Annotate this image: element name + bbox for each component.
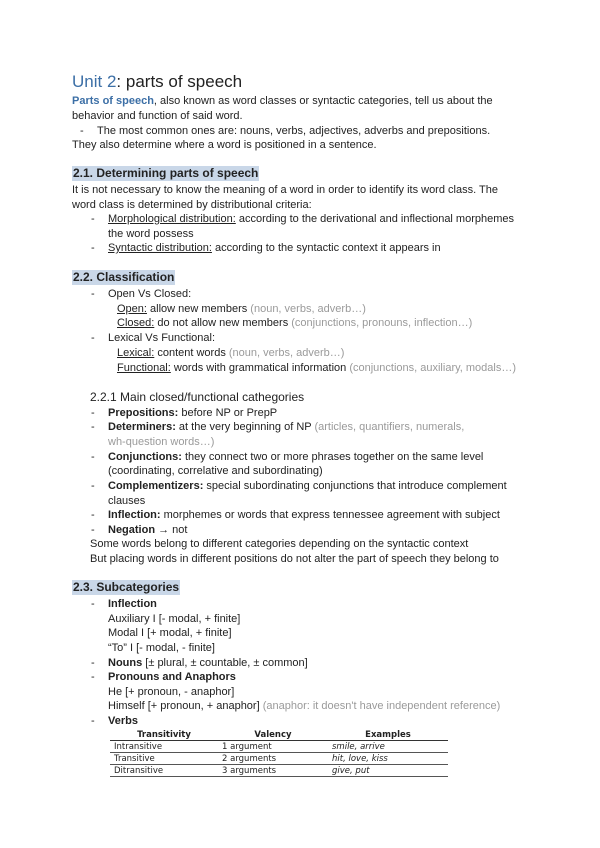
nouns-text: [± plural, ± countable, ± common] [142,657,308,669]
table-cell: 2 arguments [218,753,328,765]
he-line: He [+ pronoun, - anaphor] [108,686,235,698]
negation-item [108,523,187,537]
table-header: Valency [218,729,328,741]
nouns-item [108,656,308,670]
inflection-term: Inflection: [108,509,161,521]
table-header: Examples [328,729,448,741]
open-term: Open: [117,303,147,315]
intro-bullet: The most common ones are: nouns, verbs, adjectives, adverbs and prepositions. [97,125,491,137]
pronouns-anaphors: Pronouns and Anaphors [108,671,236,683]
bullet-dash: - [91,671,95,683]
bullet-dash: - [91,657,95,669]
determiners-term: Determiners: [108,421,176,433]
bullet-dash: - [91,598,95,610]
morphological-text: according to the derivational and inflectional morphemes [235,213,515,225]
determiners-examples-cont: wh-question words…) [108,436,215,448]
determiners-text: at the very beginning of NP [175,421,315,433]
lexical-examples: (noun, verbs, adverb…) [228,347,345,359]
open-item [117,302,366,316]
negation-text: → not [155,524,188,536]
closed-term: Closed: [117,317,155,329]
note-line-2: But placing words in different positions do not alter the part of speech they belong to [90,553,499,565]
intro-line-1-text: , also known as word classes or syntactic categories, tell us about the [153,95,493,107]
inflection-item [108,508,500,522]
bullet-dash: - [91,242,95,254]
bullet-dash: - [91,451,95,463]
s21-paragraph-2: word class is determined by distributional criteria: [72,199,312,211]
verbs-table [110,729,448,777]
complementizers-item [108,479,507,493]
bullet-dash: - [91,715,95,727]
intro-line-1 [72,94,493,108]
morphological-term: Morphological distribution: [108,213,236,225]
verbs-item: Verbs [108,715,138,727]
bullet-dash: - [91,407,95,419]
closed-text: do not allow new members [154,317,292,329]
bullet-dash: - [91,421,95,433]
lexical-vs-functional: Lexical Vs Functional: [108,332,215,344]
bullet-dash: - [91,332,95,344]
determiners-examples: (articles, quantifiers, numerals, [314,421,465,433]
lexical-text: content words [154,347,229,359]
note-line-1: Some words belong to different categories depending on the syntactic context [90,538,469,550]
to-line: “To” I [- modal, - finite] [108,642,215,654]
functional-text: words with grammatical information [170,362,350,374]
table-cell: Intransitive [110,741,218,753]
open-text: allow new members [146,303,251,315]
modal-line: Modal I [+ modal, + finite] [108,627,232,639]
auxiliary-line: Auxiliary I [- modal, + finite] [108,613,241,625]
closed-examples: (conjunctions, pronouns, inflection…) [291,317,473,329]
table-cell: 3 arguments [218,765,328,777]
bullet-dash: - [91,524,95,536]
table-cell: give, put [328,765,448,777]
lexical-item [117,346,344,360]
s21-bullet-morphological [108,212,514,226]
table-cell: smile, arrive [328,741,448,753]
intro-line-4: They also determine where a word is positioned in a sentence. [72,139,377,151]
table-row [110,753,448,765]
complementizers-term: Complementizers: [108,480,204,492]
functional-term: Functional: [117,362,171,374]
bullet-dash: - [80,125,84,137]
subsection-heading-2-2-1: 2.2.1 Main closed/functional cathegories [90,390,305,404]
inflection-subcat: Inflection [108,598,157,610]
table-cell: hit, love, kiss [328,753,448,765]
functional-examples: (conjunctions, auxiliary, modals…) [349,362,517,374]
himself-note: (anaphor: it doesn't have independent reference) [262,700,501,712]
himself-text: Himself [+ pronoun, + anaphor] [108,700,263,712]
inflection-text: morphemes or words that express tennessee agreement with subject [160,509,500,521]
himself-line [108,699,500,713]
syntactic-text: according to the syntactic context it appears in [211,242,441,254]
s21-bullet-syntactic [108,241,441,255]
bullet-dash: - [91,480,95,492]
table-row [110,765,448,777]
title-rest: : parts of speech [116,72,243,91]
title-unit: Unit 2 [72,72,117,91]
s21-bullet-morphological-cont: the word possess [108,228,194,240]
functional-item [117,361,516,375]
table-cell: 1 argument [218,741,328,753]
open-examples: (noun, verbs, adverb…) [250,303,366,315]
conjunctions-cont: (coordinating, correlative and subordinating) [108,465,323,477]
syntactic-term: Syntactic distribution: [108,242,212,254]
s21-paragraph-1: It is not necessary to know the meaning of a word in order to identify its word class. The [72,184,498,196]
table-cell: Transitive [110,753,218,765]
bullet-dash: - [91,213,95,225]
prepositions-text: before NP or PrepP [178,407,278,419]
table-header-row [110,729,448,741]
negation-term: Negation [108,524,156,536]
lexical-term: Lexical: [117,347,155,359]
table-cell: Ditransitive [110,765,218,777]
table-header: Transitivity [110,729,218,741]
complementizers-text: special subordinating conjunctions that introduce complement [203,480,507,492]
intro-term: Parts of speech [72,95,154,107]
nouns-term: Nouns [108,657,143,669]
section-heading-2-2: 2.2. Classification [73,270,175,284]
intro-line-2: behavior and function of said word. [72,110,243,122]
open-vs-closed: Open Vs Closed: [108,288,192,300]
bullet-dash: - [91,509,95,521]
table-row [110,741,448,753]
page-title [72,72,242,92]
conjunctions-text: they connect two or more phrases together on the same level [181,451,484,463]
determiners-item [108,420,464,434]
conjunctions-term: Conjunctions: [108,451,182,463]
prepositions-item [108,406,277,420]
conjunctions-item [108,450,483,464]
section-heading-2-1: 2.1. Determining parts of speech [73,166,259,180]
prepositions-term: Prepositions: [108,407,179,419]
closed-item [117,316,472,330]
section-heading-2-3: 2.3. Subcategories [73,580,180,594]
bullet-dash: - [91,288,95,300]
complementizers-cont: clauses [108,495,146,507]
